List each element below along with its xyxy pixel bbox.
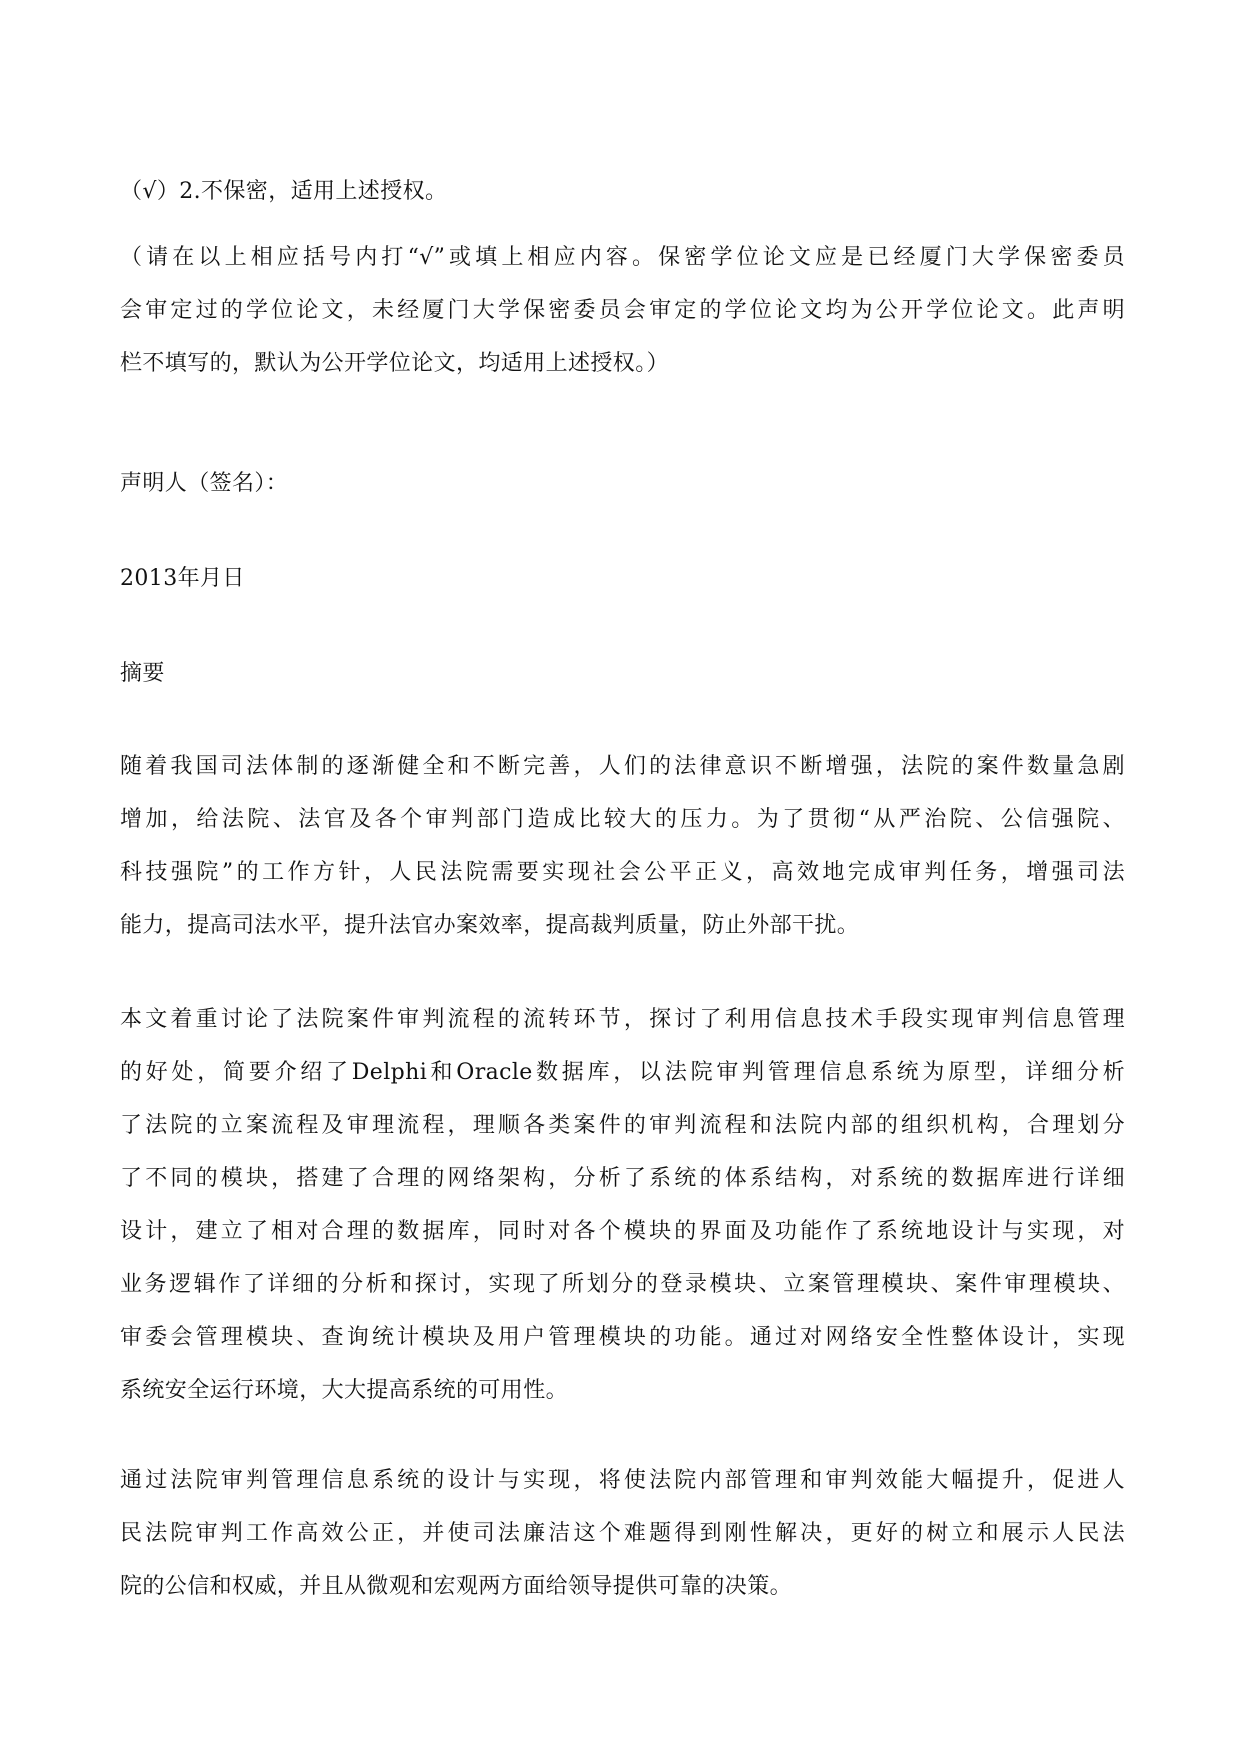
abstract-line: 系统安全运行环境，大大提高系统的可用性。 (120, 1378, 569, 1403)
abstract-line: 了法院的立案流程及审理流程，理顺各类案件的审判流程和法院内部的组织机构，合理划分 (120, 1113, 1125, 1138)
abstract-line: 设计，建立了相对合理的数据库，同时对各个模块的界面及功能作了系统地设计与实现，对 (120, 1219, 1125, 1244)
signature-label: 声明人（签名）： (120, 471, 289, 496)
abstract-line: 院的公信和权威，并且从微观和宏观两方面给领导提供可靠的决策。 (120, 1574, 793, 1599)
instruction-paragraph (120, 243, 1125, 402)
abstract-line: 增加，给法院、法官及各个审判部门造成比较大的压力。为了贯彻“从严治院、公信强院、 (120, 807, 1125, 832)
instruction-line: 会审定过的学位论文，未经厦门大学保密委员会审定的学位论文均为公开学位论文。此声明 (120, 298, 1125, 323)
abstract-paragraph-1 (120, 752, 1125, 964)
abstract-heading: 摘要 (120, 661, 165, 686)
abstract-line: 的好处，简要介绍了Delphi和Oracle数据库，以法院审判管理信息系统为原型，详细分析 (120, 1060, 1125, 1085)
abstract-paragraph-2 (120, 1005, 1125, 1429)
abstract-line: 能力，提高司法水平，提升法官办案效率，提高裁判质量，防止外部干扰。 (120, 913, 860, 938)
abstract-line: 业务逻辑作了详细的分析和探讨，实现了所划分的登录模块、立案管理模块、案件审理模块、 (120, 1272, 1125, 1297)
abstract-paragraph-3 (120, 1466, 1125, 1625)
abstract-line: 民法院审判工作高效公正，并使司法廉洁这个难题得到刚性解决，更好的树立和展示人民法 (120, 1521, 1125, 1546)
date-line: 2013年月日 (120, 566, 245, 591)
confidentiality-option-line: （√）2.不保密，适用上述授权。 (120, 179, 448, 204)
instruction-line: （请在以上相应括号内打“√”或填上相应内容。保密学位论文应是已经厦门大学保密委员 (120, 245, 1125, 270)
abstract-line: 了不同的模块，搭建了合理的网络架构，分析了系统的体系结构，对系统的数据库进行详细 (120, 1166, 1125, 1191)
instruction-line: 栏不填写的，默认为公开学位论文，均适用上述授权。） (120, 351, 670, 376)
abstract-line: 本文着重讨论了法院案件审判流程的流转环节，探讨了利用信息技术手段实现审判信息管理 (120, 1007, 1125, 1032)
abstract-line: 随着我国司法体制的逐渐健全和不断完善，人们的法律意识不断增强，法院的案件数量急剧 (120, 754, 1125, 779)
abstract-line: 科技强院”的工作方针，人民法院需要实现社会公平正义，高效地完成审判任务，增强司法 (120, 860, 1125, 885)
abstract-line: 通过法院审判管理信息系统的设计与实现，将使法院内部管理和审判效能大幅提升，促进人 (120, 1468, 1125, 1493)
abstract-line: 审委会管理模块、查询统计模块及用户管理模块的功能。通过对网络安全性整体设计，实现 (120, 1325, 1125, 1350)
